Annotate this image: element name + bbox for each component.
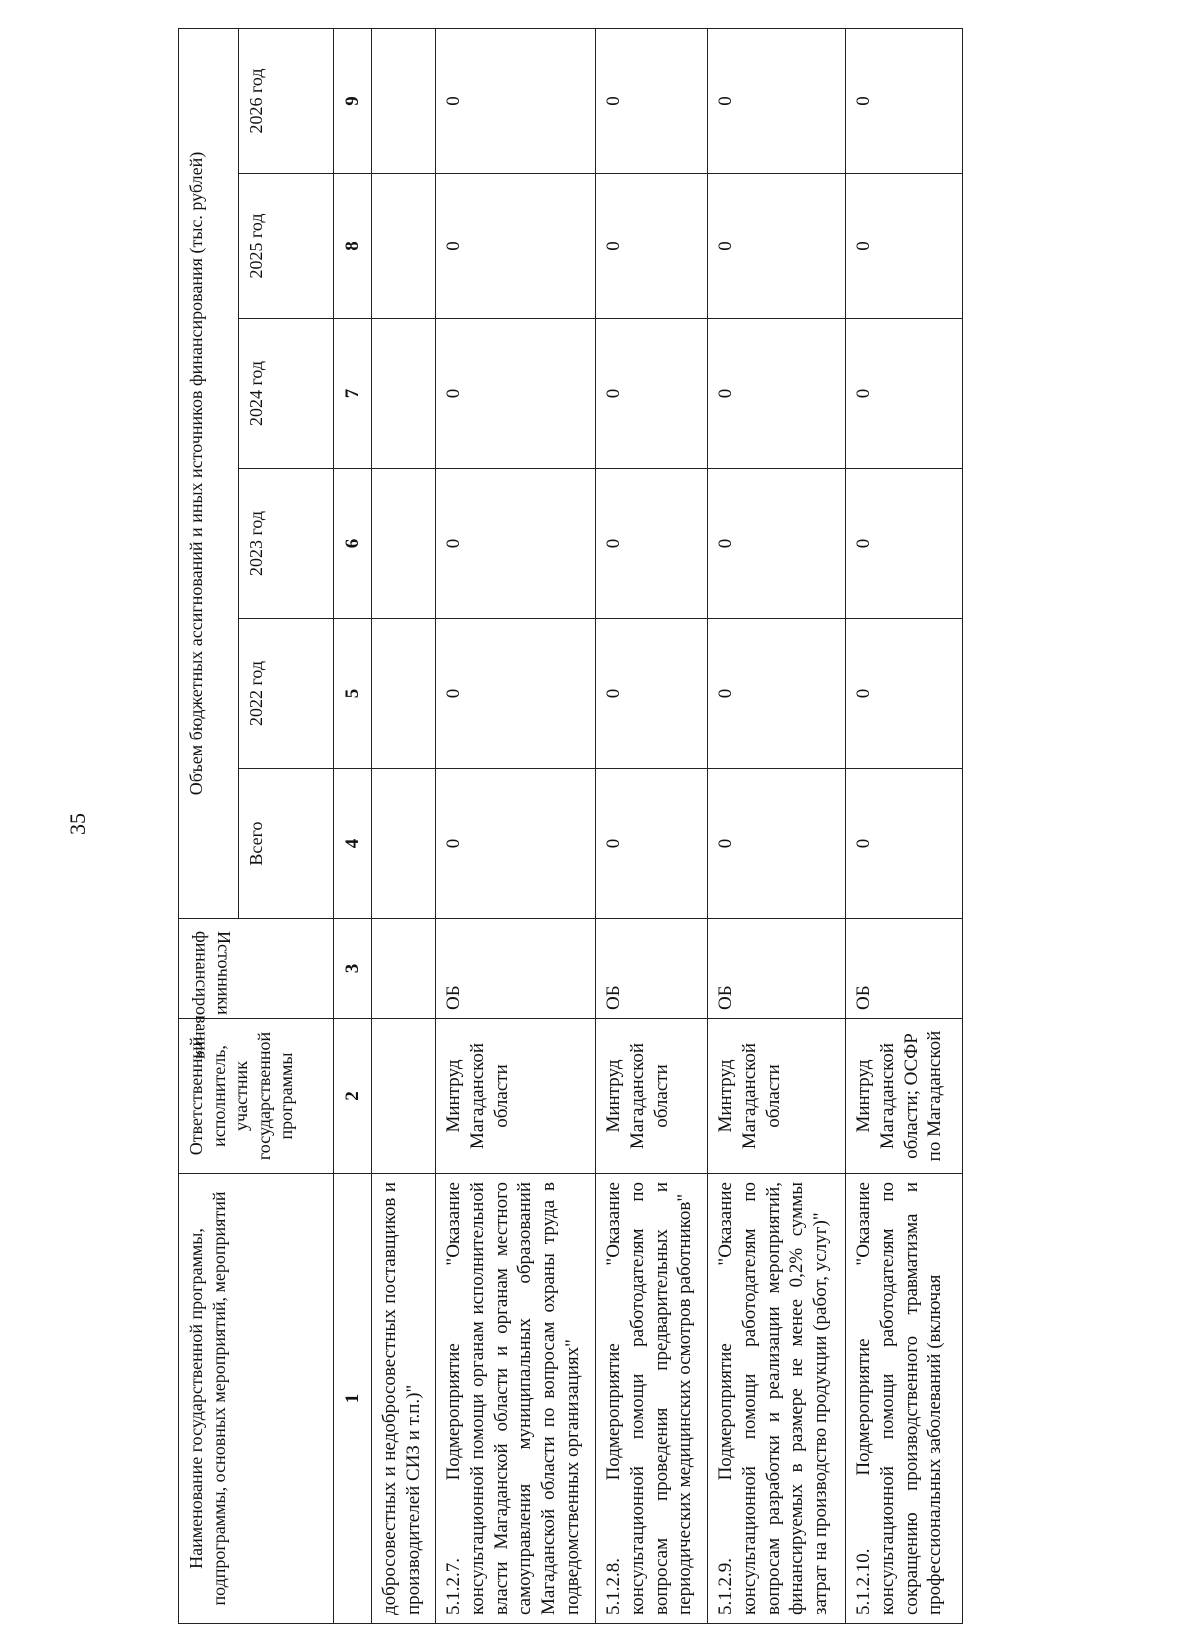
value-2022: 0 [596, 619, 708, 769]
budget-table-sheet [178, 29, 963, 1624]
column-number: 5 [334, 619, 372, 769]
header-name-column: Наименование государственной программы, подпрограммы, основных мероприятий, мероприятий [179, 1174, 334, 1624]
header-year-2026: 2026 год [239, 29, 334, 174]
column-number: 3 [334, 919, 372, 1019]
value-2024: 0 [708, 319, 846, 469]
table-row [708, 29, 846, 1624]
column-number: 1 [334, 1174, 372, 1624]
table-row [436, 29, 596, 1624]
value-2022: 0 [436, 619, 596, 769]
column-number: 8 [334, 174, 372, 319]
value-2025: 0 [436, 174, 596, 319]
measure-source: ОБ [846, 919, 963, 1019]
value-2022: 0 [846, 619, 963, 769]
column-number: 6 [334, 469, 372, 619]
value-total: 0 [846, 769, 963, 919]
header-year-2025: 2025 год [239, 174, 334, 319]
value-2023: 0 [596, 469, 708, 619]
measure-executor: Минтруд Магаданской области [436, 1019, 596, 1174]
value-2025: 0 [846, 174, 963, 319]
page-number: 35 [65, 813, 90, 835]
value-2023: 0 [846, 469, 963, 619]
empty-cell [372, 619, 436, 769]
value-total: 0 [596, 769, 708, 919]
measure-name: 5.1.2.7. Подмероприятие "Оказание консультационной помощи органам исполнительной власти Магаданской области и органам местного самоуправления муниципальных образований Магаданской области по вопросам охраны труда в подведомственных организациях" [436, 1174, 596, 1624]
table-row [846, 29, 963, 1624]
column-number: 2 [334, 1019, 372, 1174]
empty-cell [372, 1019, 436, 1174]
empty-cell [372, 769, 436, 919]
value-total: 0 [708, 769, 846, 919]
value-2024: 0 [846, 319, 963, 469]
header-year-total: Всего [239, 769, 334, 919]
header-source-column [179, 919, 334, 1059]
measure-executor: Минтруд Магаданской области [708, 1019, 846, 1174]
table-row [596, 29, 708, 1624]
value-2023: 0 [436, 469, 596, 619]
measure-executor: Минтруд Магаданской области; ОСФР по Магаданской [846, 1019, 963, 1174]
empty-cell [372, 469, 436, 619]
column-number: 7 [334, 319, 372, 469]
header-budget-group: Объем бюджетных ассигнований и иных источников финансирования (тыс. рублей) [179, 29, 239, 919]
header-source-label: Источники финансирования [192, 931, 235, 1059]
empty-cell [372, 319, 436, 469]
measure-name: 5.1.2.10. Подмероприятие "Оказание консультационной помощи работодателям по сокращению производственного травматизма и профессиональных заболеваний (включая [846, 1174, 963, 1624]
measure-executor: Минтруд Магаданской области [596, 1019, 708, 1174]
header-year-2023: 2023 год [239, 469, 334, 619]
value-2026: 0 [708, 29, 846, 174]
measure-name: 5.1.2.8. Подмероприятие "Оказание консультационной помощи работодателям по вопросам проведения предварительных и периодических медицинских осмотров работников" [596, 1174, 708, 1624]
column-number-row [334, 29, 372, 1624]
value-2024: 0 [596, 319, 708, 469]
value-2025: 0 [708, 174, 846, 319]
column-number: 9 [334, 29, 372, 174]
measure-source: ОБ [708, 919, 846, 1019]
empty-cell [372, 174, 436, 319]
value-2026: 0 [596, 29, 708, 174]
header-year-2022: 2022 год [239, 619, 334, 769]
budget-table [178, 28, 963, 1624]
header-executor-column: Ответственный исполнитель, участник государственной программы [179, 1019, 334, 1174]
continuation-cell: добросовестных и недобросовестных поставщиков и производителей СИЗ и т.п.)" [372, 1174, 436, 1624]
empty-cell [372, 919, 436, 1019]
column-number: 4 [334, 769, 372, 919]
header-year-2024: 2024 год [239, 319, 334, 469]
empty-cell [372, 29, 436, 174]
value-2024: 0 [436, 319, 596, 469]
value-2026: 0 [436, 29, 596, 174]
value-2025: 0 [596, 174, 708, 319]
measure-source: ОБ [436, 919, 596, 1019]
value-total: 0 [436, 769, 596, 919]
value-2022: 0 [708, 619, 846, 769]
value-2023: 0 [708, 469, 846, 619]
measure-source: ОБ [596, 919, 708, 1019]
measure-name: 5.1.2.9. Подмероприятие "Оказание консультационной помощи работодателям по вопросам разработки и реализации мероприятий, финансируемых в размере не менее 0,2% суммы затрат на производство продукции (работ, услуг)" [708, 1174, 846, 1624]
table-row [372, 29, 436, 1624]
value-2026: 0 [846, 29, 963, 174]
